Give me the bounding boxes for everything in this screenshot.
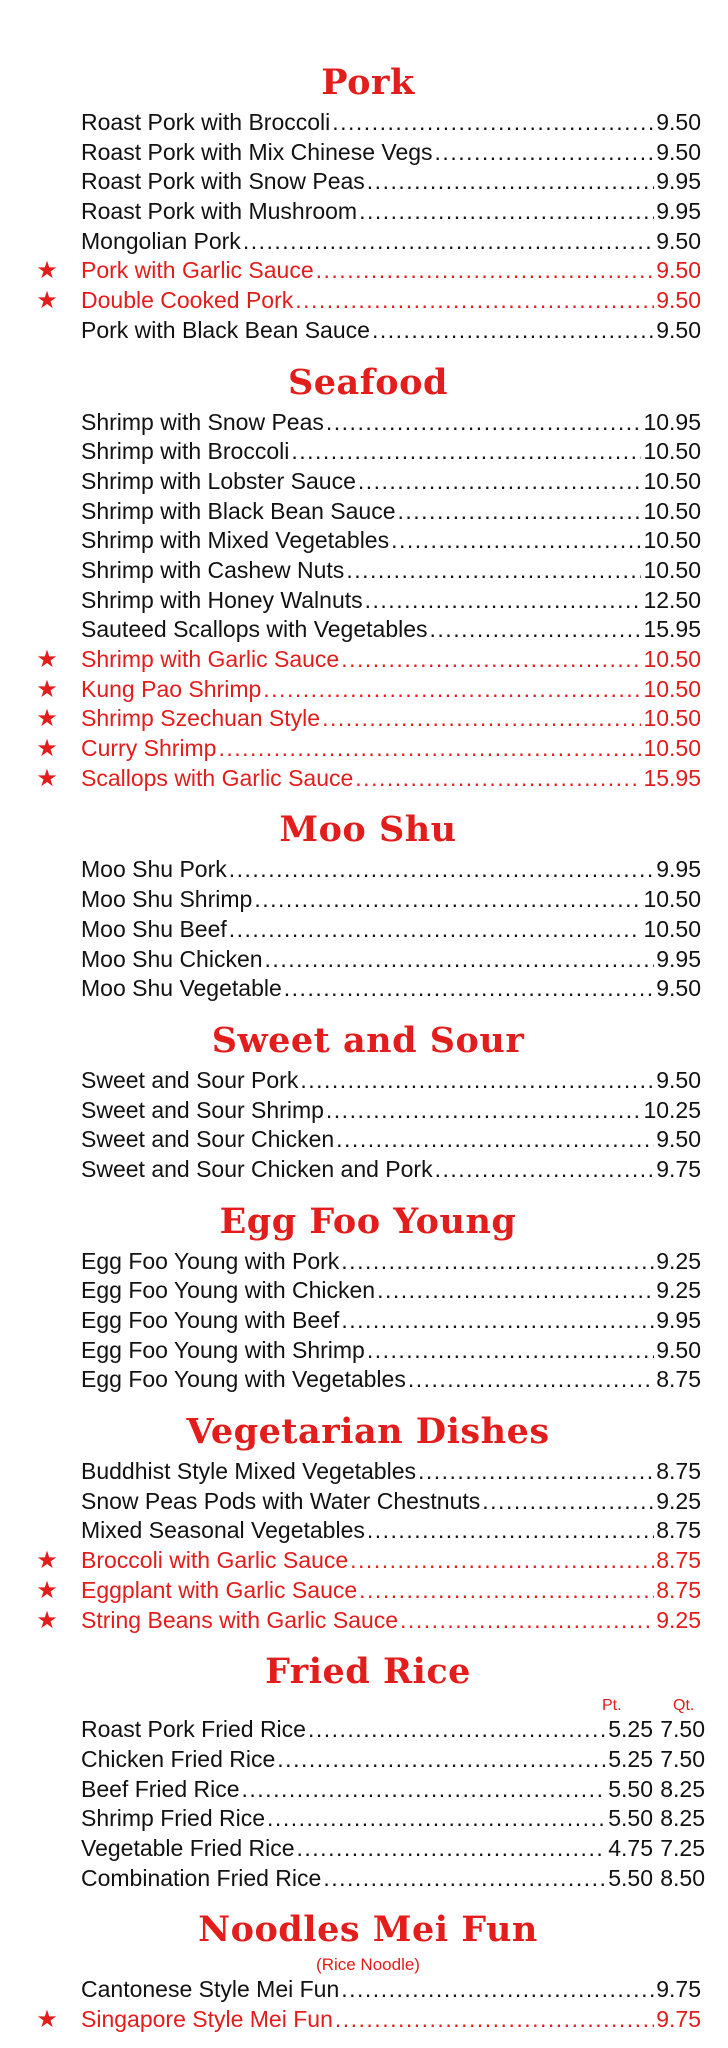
menu-item bbox=[0, 1745, 728, 1775]
item-line bbox=[81, 197, 701, 227]
section-title: Pork bbox=[321, 62, 415, 103]
star-icon: ★ bbox=[36, 1547, 58, 1575]
item-line bbox=[81, 286, 701, 316]
item-line bbox=[81, 1096, 701, 1126]
menu-item bbox=[0, 1096, 728, 1126]
menu-item bbox=[0, 734, 728, 764]
star-icon: ★ bbox=[36, 764, 58, 792]
dot-leader bbox=[435, 1155, 655, 1185]
dot-leader bbox=[332, 108, 654, 138]
dot-leader bbox=[229, 915, 642, 945]
item-name: Egg Foo Young with Chicken bbox=[81, 1277, 376, 1304]
item-name: Kung Pao Shrimp bbox=[81, 675, 262, 702]
dot-leader bbox=[300, 1066, 654, 1096]
item-name: Sweet and Sour Pork bbox=[81, 1066, 299, 1093]
star-icon: ★ bbox=[36, 2006, 58, 2033]
menu-item bbox=[0, 974, 728, 1004]
item-line bbox=[81, 1365, 701, 1395]
item-name: Pork with Black Bean Sauce bbox=[81, 316, 370, 343]
menu-item bbox=[0, 316, 728, 346]
item-name: Singapore Style Mei Fun bbox=[81, 2006, 333, 2032]
item-name: Moo Shu Vegetable bbox=[81, 975, 282, 1002]
dot-leader bbox=[400, 1606, 654, 1636]
section-fried-rice bbox=[0, 1647, 728, 1893]
item-line bbox=[81, 467, 701, 497]
menu-item bbox=[0, 138, 728, 168]
section-title: Vegetarian Dishes bbox=[186, 1411, 550, 1453]
column-header-qt: Qt. bbox=[673, 1697, 695, 1715]
item-price: 10.50 bbox=[643, 438, 701, 465]
item-line bbox=[81, 1864, 653, 1894]
menu-item bbox=[0, 1365, 728, 1395]
item-price: 5.25 bbox=[608, 1716, 653, 1743]
menu-item bbox=[0, 556, 728, 586]
item-line bbox=[81, 167, 701, 197]
section-seafood bbox=[0, 358, 728, 794]
item-line bbox=[81, 645, 701, 675]
item-line bbox=[81, 915, 701, 945]
menu-item bbox=[0, 704, 728, 734]
section-title: Egg Foo Young bbox=[219, 1200, 517, 1242]
item-price: 10.50 bbox=[643, 527, 701, 554]
item-price: 8.75 bbox=[656, 1366, 701, 1393]
item-name: Egg Foo Young with Vegetables bbox=[81, 1366, 406, 1393]
item-price: 5.50 bbox=[608, 1775, 653, 1802]
item-name: Beef Fried Rice bbox=[81, 1775, 240, 1802]
dot-leader bbox=[284, 974, 654, 1004]
item-line bbox=[81, 138, 701, 168]
item-name: Egg Foo Young with Pork bbox=[81, 1247, 340, 1274]
dot-leader bbox=[254, 885, 641, 915]
menu-item bbox=[0, 675, 728, 705]
item-name: Curry Shrimp bbox=[81, 735, 217, 762]
item-name: Moo Shu Beef bbox=[81, 915, 227, 942]
item-line bbox=[81, 764, 701, 794]
item-price: 9.25 bbox=[656, 1606, 701, 1633]
dot-leader bbox=[377, 1276, 654, 1306]
item-line bbox=[81, 855, 701, 885]
dot-leader bbox=[326, 408, 642, 438]
item-line bbox=[81, 108, 701, 138]
star-icon: ★ bbox=[36, 675, 58, 703]
section-title: Moo Shu bbox=[279, 809, 457, 851]
item-price: 12.50 bbox=[643, 586, 701, 613]
item-price-quart: 7.25 bbox=[660, 1834, 705, 1861]
star-icon: ★ bbox=[36, 646, 58, 673]
menu-item bbox=[0, 764, 728, 794]
item-name: Moo Shu Pork bbox=[81, 856, 227, 883]
item-name: Cantonese Style Mei Fun bbox=[81, 1976, 340, 2003]
section-pork bbox=[0, 58, 728, 346]
item-price: 9.75 bbox=[656, 1976, 701, 2003]
menu-item bbox=[0, 1775, 728, 1805]
item-name: Sauteed Scallops with Vegetables bbox=[81, 616, 428, 643]
item-price: 10.50 bbox=[643, 467, 701, 494]
item-price: 9.95 bbox=[656, 945, 701, 972]
dot-leader bbox=[359, 1576, 654, 1606]
item-name: Roast Pork with Snow Peas bbox=[81, 168, 365, 195]
dot-leader bbox=[367, 1336, 654, 1366]
column-header-pt: Pt. bbox=[602, 1697, 622, 1715]
dot-leader bbox=[322, 704, 641, 734]
dot-leader bbox=[316, 256, 655, 286]
item-price: 10.25 bbox=[643, 1096, 701, 1123]
dot-leader bbox=[367, 1516, 654, 1546]
section-title: Seafood bbox=[288, 361, 448, 403]
menu-item bbox=[0, 1125, 728, 1155]
item-line bbox=[81, 1834, 653, 1864]
dot-leader bbox=[359, 197, 654, 227]
item-price: 9.25 bbox=[656, 1247, 701, 1274]
item-line bbox=[81, 316, 701, 346]
item-price: 9.95 bbox=[656, 1307, 701, 1333]
dot-leader bbox=[372, 316, 654, 346]
menu-item bbox=[0, 1276, 728, 1306]
item-line bbox=[81, 526, 701, 556]
menu-item bbox=[0, 1715, 728, 1745]
dot-leader bbox=[263, 675, 641, 705]
item-name: Buddhist Style Mixed Vegetables bbox=[81, 1458, 416, 1485]
item-price: 9.25 bbox=[656, 1277, 701, 1304]
item-name: Roast Pork with Broccoli bbox=[81, 109, 331, 135]
item-line bbox=[81, 408, 701, 438]
section-moo-shu bbox=[0, 805, 728, 1003]
item-name: Shrimp Szechuan Style bbox=[81, 705, 321, 732]
item-line bbox=[81, 1276, 701, 1306]
menu-item bbox=[0, 1864, 728, 1894]
item-price: 9.50 bbox=[656, 975, 701, 1002]
item-line bbox=[81, 734, 701, 764]
item-line bbox=[81, 1247, 701, 1277]
item-price-quart: 7.50 bbox=[660, 1745, 705, 1772]
item-price: 9.50 bbox=[656, 1126, 701, 1153]
item-name: Pork with Garlic Sauce bbox=[81, 257, 314, 284]
item-line bbox=[81, 1975, 701, 2005]
item-name: Egg Foo Young with Beef bbox=[81, 1307, 340, 1333]
menu-item bbox=[0, 885, 728, 915]
menu-item bbox=[0, 645, 728, 675]
dot-leader bbox=[430, 615, 642, 645]
item-line bbox=[81, 1606, 701, 1636]
item-name: Shrimp with Black Bean Sauce bbox=[81, 497, 396, 524]
dot-leader bbox=[267, 1804, 606, 1834]
item-line bbox=[81, 556, 701, 586]
star-icon: ★ bbox=[36, 257, 58, 285]
dot-leader bbox=[341, 1306, 654, 1336]
item-line bbox=[81, 1775, 653, 1805]
item-price-quart: 8.25 bbox=[660, 1805, 705, 1832]
item-name: Roast Pork with Mushroom bbox=[81, 198, 358, 225]
item-price: 9.95 bbox=[656, 168, 701, 195]
item-price: 9.95 bbox=[656, 198, 701, 225]
item-name: String Beans with Garlic Sauce bbox=[81, 1606, 399, 1633]
dot-leader bbox=[297, 1834, 607, 1864]
item-price: 10.50 bbox=[643, 915, 701, 942]
menu-item bbox=[0, 108, 728, 138]
item-price: 5.50 bbox=[608, 1864, 653, 1891]
dot-leader bbox=[391, 526, 641, 556]
menu-item bbox=[0, 1546, 728, 1576]
menu-item bbox=[0, 286, 728, 316]
menu-item bbox=[0, 1804, 728, 1834]
item-name: Shrimp with Lobster Sauce bbox=[81, 467, 356, 494]
item-name: Mongolian Pork bbox=[81, 227, 241, 254]
menu-item bbox=[0, 1066, 728, 1096]
item-name: Egg Foo Young with Shrimp bbox=[81, 1336, 365, 1363]
item-price: 9.50 bbox=[656, 1336, 701, 1363]
dot-leader bbox=[336, 1125, 654, 1155]
item-price-quart: 8.50 bbox=[660, 1864, 705, 1891]
dot-leader bbox=[243, 227, 654, 257]
dot-leader bbox=[435, 138, 655, 168]
item-name: Roast Pork with Mix Chinese Vegs bbox=[81, 138, 433, 165]
item-line bbox=[81, 1516, 701, 1546]
dot-leader bbox=[341, 1247, 654, 1277]
menu-item bbox=[0, 467, 728, 497]
menu-item bbox=[0, 1306, 728, 1336]
item-line bbox=[81, 256, 701, 286]
menu-item bbox=[0, 1336, 728, 1366]
item-name: Broccoli with Garlic Sauce bbox=[81, 1547, 349, 1574]
item-line bbox=[81, 1487, 701, 1517]
menu-item bbox=[0, 256, 728, 286]
item-name: Snow Peas Pods with Water Chestnuts bbox=[81, 1487, 481, 1514]
menu-item bbox=[0, 1457, 728, 1487]
item-price: 15.95 bbox=[643, 616, 701, 643]
item-name: Shrimp with Mixed Vegetables bbox=[81, 527, 390, 554]
star-icon: ★ bbox=[36, 705, 58, 733]
dot-leader bbox=[341, 645, 641, 675]
menu-item bbox=[0, 1487, 728, 1517]
dot-leader bbox=[295, 286, 654, 316]
dot-leader bbox=[398, 497, 642, 527]
section-sweet-and-sour bbox=[0, 1016, 728, 1185]
item-price: 10.50 bbox=[643, 556, 701, 583]
menu-item bbox=[0, 945, 728, 975]
item-line bbox=[81, 974, 701, 1004]
dot-leader bbox=[335, 2005, 654, 2035]
item-price: 9.50 bbox=[656, 1066, 701, 1093]
item-line bbox=[81, 615, 701, 645]
item-price: 9.50 bbox=[656, 287, 701, 314]
menu-item bbox=[0, 167, 728, 197]
column-headers bbox=[0, 1697, 728, 1715]
item-name: Shrimp with Snow Peas bbox=[81, 408, 324, 435]
dot-leader bbox=[277, 1745, 606, 1775]
dot-leader bbox=[229, 855, 654, 885]
item-name: Scallops with Garlic Sauce bbox=[81, 764, 354, 791]
star-icon: ★ bbox=[36, 1606, 58, 1634]
item-price: 5.25 bbox=[608, 1745, 653, 1772]
menu-item bbox=[0, 615, 728, 645]
item-line bbox=[81, 1804, 653, 1834]
item-line bbox=[81, 1715, 653, 1745]
item-line bbox=[81, 704, 701, 734]
item-line bbox=[81, 227, 701, 257]
item-name: Mixed Seasonal Vegetables bbox=[81, 1517, 365, 1544]
menu-item bbox=[0, 227, 728, 257]
dot-leader bbox=[308, 1715, 606, 1745]
menu-item bbox=[0, 1247, 728, 1277]
item-name: Sweet and Sour Chicken and Pork bbox=[81, 1155, 433, 1182]
dot-leader bbox=[355, 764, 641, 794]
section-subtitle: (Rice Noodle) bbox=[316, 1955, 420, 1975]
dot-leader bbox=[365, 586, 642, 616]
item-line bbox=[81, 885, 701, 915]
item-price: 10.50 bbox=[643, 886, 701, 913]
item-name: Moo Shu Shrimp bbox=[81, 886, 253, 913]
dot-leader bbox=[358, 467, 642, 497]
dot-leader bbox=[265, 945, 655, 975]
item-name: Roast Pork Fried Rice bbox=[81, 1716, 306, 1743]
menu-item bbox=[0, 497, 728, 527]
section-title: Sweet and Sour bbox=[211, 1019, 525, 1061]
item-price: 9.75 bbox=[656, 2006, 701, 2032]
section-noodles-mei-fun bbox=[0, 1905, 728, 2034]
item-line bbox=[81, 1066, 701, 1096]
item-line bbox=[81, 945, 701, 975]
item-price: 10.95 bbox=[643, 408, 701, 435]
section-egg-foo-young bbox=[0, 1197, 728, 1395]
menu-item bbox=[0, 1516, 728, 1546]
item-name: Eggplant with Garlic Sauce bbox=[81, 1576, 358, 1603]
item-price: 8.75 bbox=[656, 1517, 701, 1544]
item-price: 5.50 bbox=[608, 1805, 653, 1832]
item-line bbox=[81, 497, 701, 527]
item-line bbox=[81, 1125, 701, 1155]
dot-leader bbox=[418, 1457, 654, 1487]
dot-leader bbox=[218, 734, 641, 764]
item-price: 10.50 bbox=[643, 646, 701, 672]
dot-leader bbox=[482, 1487, 654, 1517]
menu-item bbox=[0, 408, 728, 438]
menu-item bbox=[0, 1606, 728, 1636]
item-line bbox=[81, 675, 701, 705]
star-icon: ★ bbox=[36, 1576, 58, 1604]
item-price: 4.75 bbox=[608, 1834, 653, 1861]
menu-item bbox=[0, 197, 728, 227]
menu-item bbox=[0, 1975, 728, 2005]
item-price: 9.25 bbox=[656, 1487, 701, 1514]
item-name: Combination Fried Rice bbox=[81, 1864, 322, 1891]
item-price: 9.50 bbox=[656, 316, 701, 343]
item-line bbox=[81, 1546, 701, 1576]
item-price: 9.50 bbox=[656, 138, 701, 165]
item-name: Shrimp with Honey Walnuts bbox=[81, 586, 363, 613]
dot-leader bbox=[291, 437, 641, 467]
item-price: 9.50 bbox=[656, 109, 701, 135]
menu-item bbox=[0, 855, 728, 885]
item-price: 9.50 bbox=[656, 257, 701, 284]
item-price: 10.50 bbox=[643, 675, 701, 702]
item-name: Shrimp with Cashew Nuts bbox=[81, 556, 345, 583]
item-price: 8.75 bbox=[656, 1547, 701, 1574]
item-name: Moo Shu Chicken bbox=[81, 945, 263, 972]
item-name: Sweet and Sour Shrimp bbox=[81, 1096, 324, 1123]
item-line bbox=[81, 1457, 701, 1487]
item-price: 9.75 bbox=[656, 1155, 701, 1182]
star-icon: ★ bbox=[36, 287, 58, 315]
item-line bbox=[81, 437, 701, 467]
item-name: Vegetable Fried Rice bbox=[81, 1834, 295, 1861]
item-line bbox=[81, 1155, 701, 1185]
item-line bbox=[81, 1336, 701, 1366]
menu-item bbox=[0, 1155, 728, 1185]
dot-leader bbox=[350, 1546, 654, 1576]
dot-leader bbox=[408, 1365, 654, 1395]
menu-item bbox=[0, 437, 728, 467]
menu-item bbox=[0, 1576, 728, 1606]
item-line bbox=[81, 2005, 701, 2035]
dot-leader bbox=[341, 1975, 654, 2005]
item-price: 10.50 bbox=[643, 497, 701, 524]
dot-leader bbox=[367, 167, 654, 197]
item-price: 10.50 bbox=[643, 705, 701, 732]
item-price-quart: 8.25 bbox=[660, 1775, 705, 1802]
item-line bbox=[81, 1576, 701, 1606]
item-line bbox=[81, 1306, 701, 1336]
dot-leader bbox=[242, 1775, 607, 1805]
item-name: Double Cooked Pork bbox=[81, 287, 294, 314]
item-name: Sweet and Sour Chicken bbox=[81, 1126, 335, 1153]
item-name: Shrimp Fried Rice bbox=[81, 1805, 266, 1832]
menu-item bbox=[0, 1834, 728, 1864]
item-price: 10.50 bbox=[643, 735, 701, 762]
item-line bbox=[81, 1745, 653, 1775]
star-icon: ★ bbox=[36, 735, 58, 763]
dot-leader bbox=[326, 1096, 642, 1126]
item-price: 15.95 bbox=[643, 764, 701, 791]
dot-leader bbox=[346, 556, 641, 586]
item-price-quart: 7.50 bbox=[660, 1716, 705, 1743]
menu bbox=[0, 58, 728, 2035]
item-name: Shrimp with Garlic Sauce bbox=[81, 646, 340, 672]
item-price: 8.75 bbox=[656, 1458, 701, 1485]
item-price: 8.75 bbox=[656, 1576, 701, 1603]
menu-item bbox=[0, 586, 728, 616]
menu-item bbox=[0, 526, 728, 556]
menu-item bbox=[0, 915, 728, 945]
dot-leader bbox=[323, 1864, 606, 1894]
section-title: Noodles Mei Fun bbox=[198, 1909, 538, 1951]
item-name: Chicken Fried Rice bbox=[81, 1745, 276, 1772]
item-name: Shrimp with Broccoli bbox=[81, 438, 290, 465]
item-price: 9.95 bbox=[656, 856, 701, 883]
section-title: Fried Rice bbox=[265, 1651, 471, 1693]
section-vegetarian-dishes bbox=[0, 1407, 728, 1635]
item-price: 9.50 bbox=[656, 227, 701, 254]
item-line bbox=[81, 586, 701, 616]
menu-item bbox=[0, 2005, 728, 2035]
